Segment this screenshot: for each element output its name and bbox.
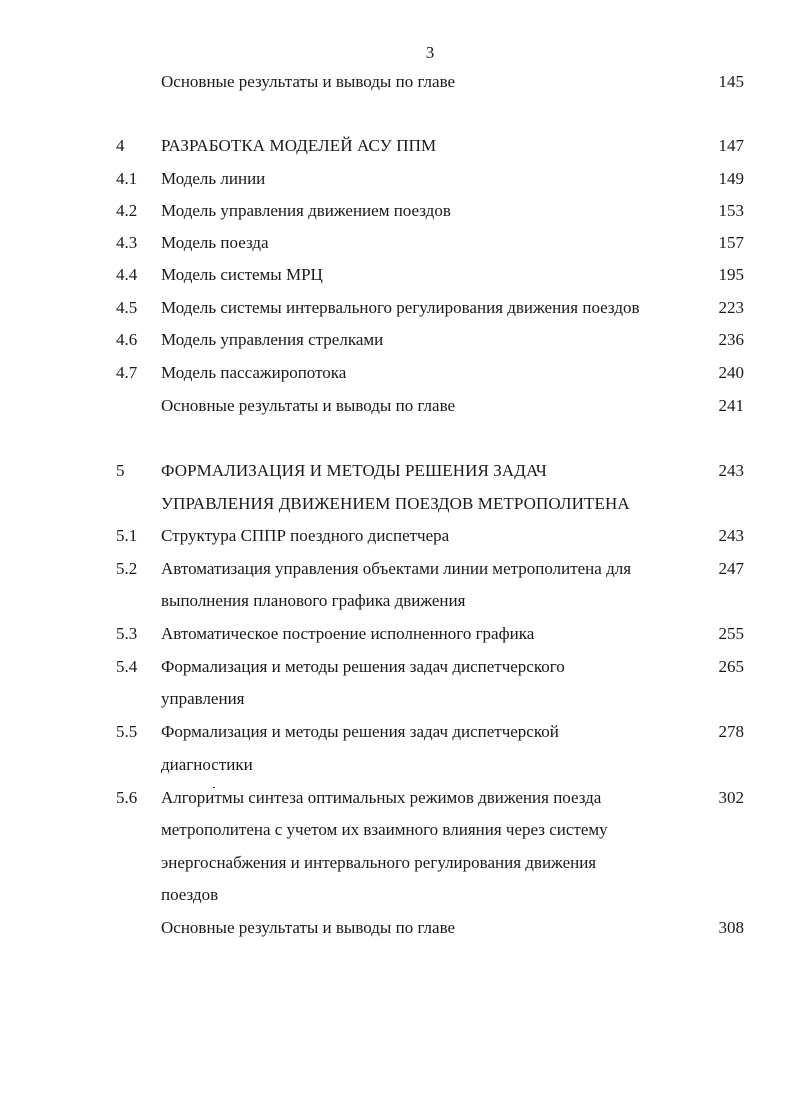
toc-entry-number: 5.6	[116, 788, 138, 807]
toc-entry-title-line: метрополитена с учетом их взаимного влияния через систему	[161, 820, 608, 839]
toc-entry-page: 241	[718, 396, 744, 415]
toc-entry-number: 4	[116, 136, 125, 155]
toc-chapter-heading	[0, 459, 798, 483]
toc-entry-number: 4.5	[116, 298, 138, 317]
toc-entry-page: 223	[718, 298, 744, 317]
toc-entry-continuation	[0, 492, 798, 516]
toc-entry-continuation	[0, 589, 798, 613]
toc-entry-title: Модель управления стрелками	[161, 330, 384, 349]
toc-entry-title-line: Формализация и методы решения задач диспетчерского	[161, 657, 565, 676]
toc-entry-number: 5.4	[116, 657, 138, 676]
toc-entry-title-line: Автоматизация управления объектами линии метрополитена для	[161, 559, 632, 578]
toc-entry-page: 195	[718, 265, 744, 284]
toc-entry-number: 4.3	[116, 233, 138, 252]
page-number: 3	[425, 43, 435, 62]
toc-entry-title-line: управления	[161, 689, 245, 708]
toc-entry-number: 5.2	[116, 559, 138, 578]
toc-entry	[0, 296, 798, 320]
toc-entry	[0, 524, 798, 548]
toc-entry-title: Модель поезда	[161, 233, 269, 252]
toc-entry-page: 236	[718, 330, 744, 349]
toc-entry	[0, 167, 798, 191]
toc-entry-continuation	[0, 687, 798, 711]
toc-entry-title-line: ФОРМАЛИЗАЦИЯ И МЕТОДЫ РЕШЕНИЯ ЗАДАЧ	[161, 461, 547, 480]
toc-entry-title: Основные результаты и выводы по главе	[161, 918, 456, 937]
toc-entry-page: 302	[718, 788, 744, 807]
toc-entry-title: Модель системы МРЦ	[161, 265, 323, 284]
toc-entry-page: 149	[718, 169, 744, 188]
toc-entry-number: 4.7	[116, 363, 138, 382]
toc-entry-title: Модель управления движением поездов	[161, 201, 451, 220]
toc-entry-title: Основные результаты и выводы по главе	[161, 396, 456, 415]
toc-entry-continuation	[0, 851, 798, 875]
toc-entry-page: 157	[718, 233, 744, 252]
toc-entry	[0, 199, 798, 223]
toc-entry-title-line: выполнения планового графика движения	[161, 591, 466, 610]
toc-entry-title-line: Формализация и методы решения задач диспетчерской	[161, 722, 559, 741]
toc-entry-page: 265	[718, 657, 744, 676]
toc-entry	[0, 557, 798, 581]
toc-entry-page: 255	[718, 624, 744, 643]
toc-entry-page: 243	[718, 461, 744, 480]
toc-entry-number: 4.6	[116, 330, 138, 349]
toc-entry-page: 278	[718, 722, 744, 741]
toc-entry-title: Структура СППР поездного диспетчера	[161, 526, 450, 545]
toc-entry	[0, 394, 798, 418]
toc-entry	[0, 70, 798, 94]
toc-entry	[0, 263, 798, 287]
toc-entry-title-line: УПРАВЛЕНИЯ ДВИЖЕНИЕМ ПОЕЗДОВ МЕТРОПОЛИТЕНА	[161, 494, 630, 513]
toc-entry-continuation	[0, 818, 798, 842]
toc-entry-page: 145	[718, 72, 744, 91]
toc-entry-title: Автоматическое построение исполненного графика	[161, 624, 535, 643]
toc-entry-title-line: энергоснабжения и интервального регулирования движения	[161, 853, 597, 872]
toc-entry-number: 4.2	[116, 201, 138, 220]
toc-entry-page: 308	[718, 918, 744, 937]
toc-entry-page: 247	[718, 559, 744, 578]
toc-entry-continuation	[0, 883, 798, 907]
toc-entry-number: 5	[116, 461, 125, 480]
toc-entry-title: РАЗРАБОТКА МОДЕЛЕЙ АСУ ППМ	[161, 136, 437, 155]
toc-entry-number: 5.5	[116, 722, 138, 741]
toc-entry-page: 240	[718, 363, 744, 382]
toc-entry	[0, 622, 798, 646]
toc-entry-page: 147	[718, 136, 744, 155]
toc-entry	[0, 655, 798, 679]
toc-entry-title: Модель линии	[161, 169, 266, 188]
toc-entry	[0, 328, 798, 352]
toc-entry-title: Модель пассажиропотока	[161, 363, 347, 382]
toc-entry	[0, 916, 798, 940]
toc-entry-page: 243	[718, 526, 744, 545]
toc-entry	[0, 361, 798, 385]
toc-entry-title: Основные результаты и выводы по главе	[161, 72, 456, 91]
toc-entry-page: 153	[718, 201, 744, 220]
scan-speck	[213, 787, 215, 788]
toc-entry-title-line: поездов	[161, 885, 219, 904]
toc-entry-continuation	[0, 753, 798, 777]
toc-entry	[0, 786, 798, 810]
toc-entry-title-line: диагностики	[161, 755, 253, 774]
toc-entry	[0, 720, 798, 744]
toc-chapter-heading	[0, 134, 798, 158]
toc-entry-number: 4.4	[116, 265, 138, 284]
toc-entry-number: 5.3	[116, 624, 138, 643]
toc-entry-title: Модель системы интервального регулирования движения поездов	[161, 298, 640, 317]
toc-entry-number: 5.1	[116, 526, 138, 545]
toc-entry-title-line: Алгоритмы синтеза оптимальных режимов движения поезда	[161, 788, 602, 807]
toc-entry	[0, 231, 798, 255]
toc-entry-number: 4.1	[116, 169, 138, 188]
